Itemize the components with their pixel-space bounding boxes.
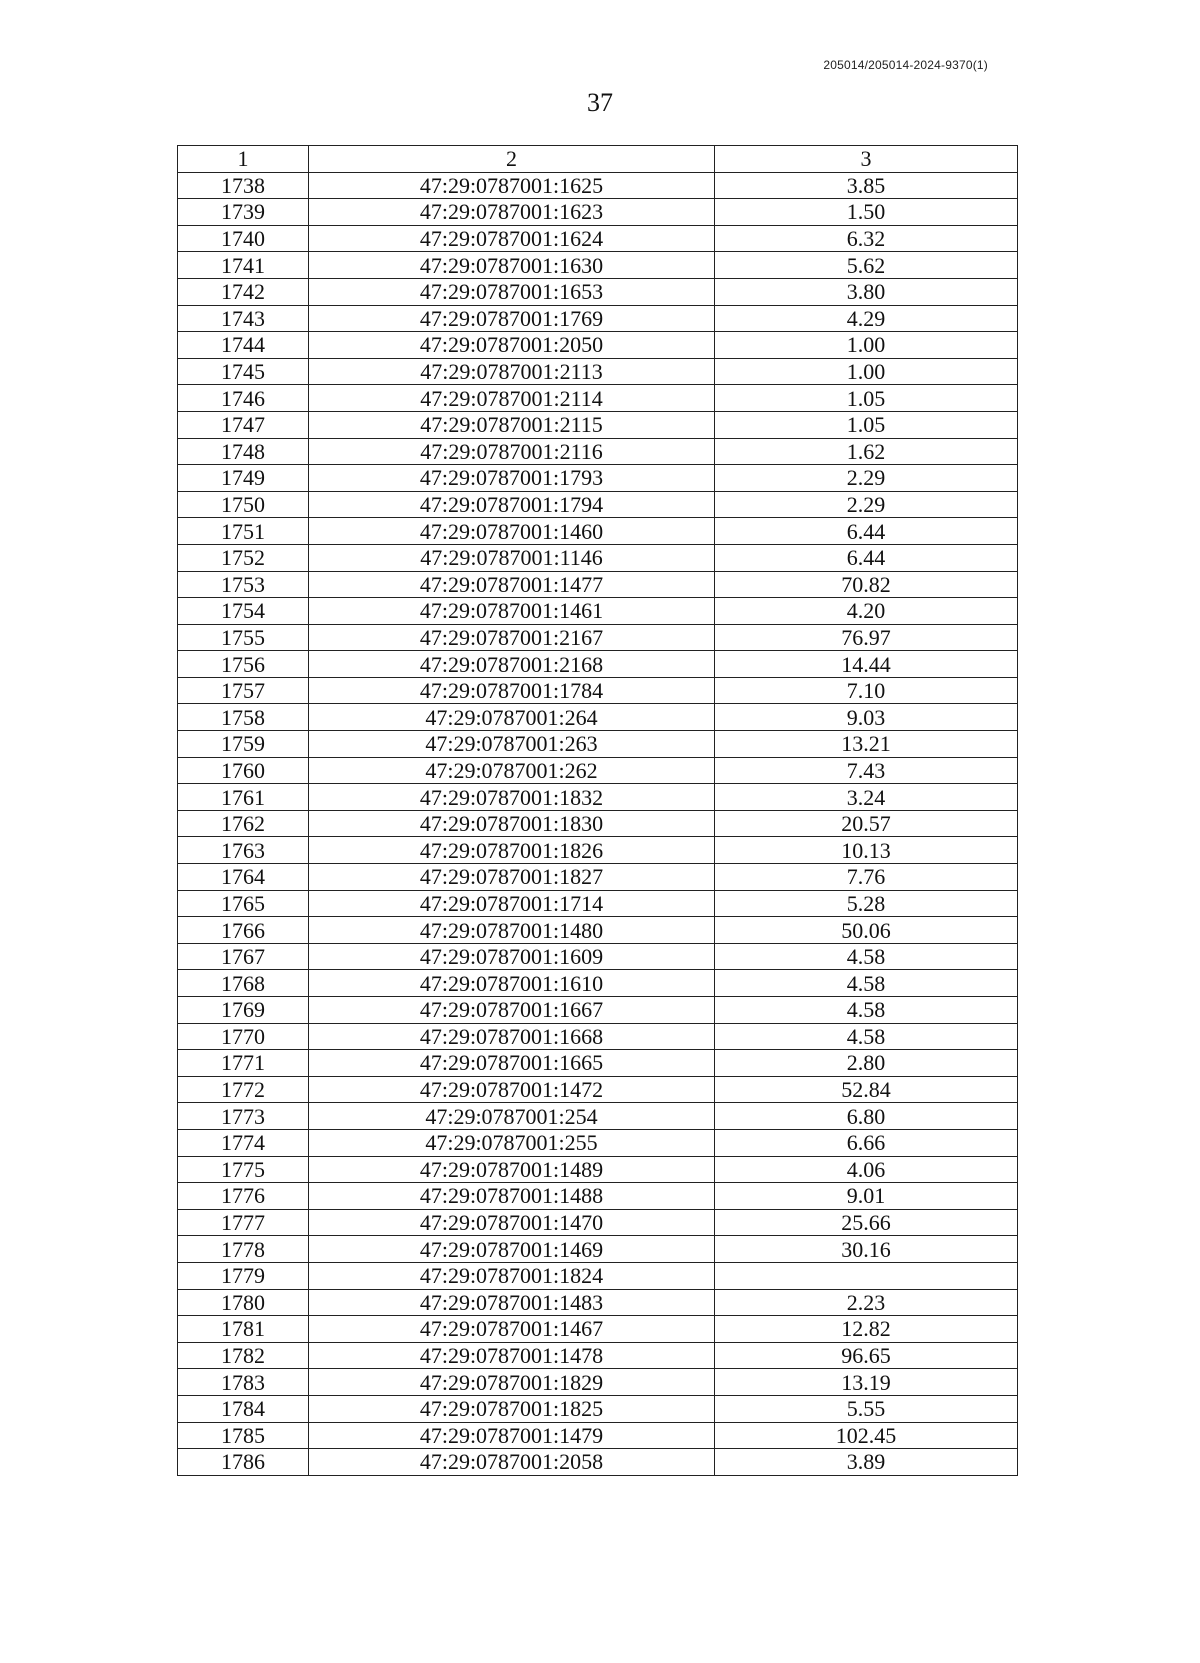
cadastral-number-cell: 47:29:0787001:263	[309, 731, 715, 758]
row-number-cell: 1780	[178, 1289, 309, 1316]
row-number-cell: 1771	[178, 1050, 309, 1077]
cadastral-number-cell: 47:29:0787001:1826	[309, 837, 715, 864]
cadastral-number-cell: 47:29:0787001:2116	[309, 438, 715, 465]
value-cell: 2.23	[715, 1289, 1018, 1316]
cadastral-number-cell: 47:29:0787001:1483	[309, 1289, 715, 1316]
value-cell: 96.65	[715, 1342, 1018, 1369]
table-row	[178, 225, 1018, 252]
row-number-cell: 1779	[178, 1262, 309, 1289]
value-cell: 4.29	[715, 305, 1018, 332]
cadastral-number-cell: 47:29:0787001:1477	[309, 571, 715, 598]
value-cell: 9.03	[715, 704, 1018, 731]
row-number-cell: 1744	[178, 332, 309, 359]
row-number-cell: 1776	[178, 1183, 309, 1210]
table-row	[178, 1156, 1018, 1183]
cadastral-number-cell: 47:29:0787001:1480	[309, 917, 715, 944]
column-header-3: 3	[715, 146, 1018, 173]
table-row	[178, 1023, 1018, 1050]
value-cell: 10.13	[715, 837, 1018, 864]
cadastral-number-cell: 47:29:0787001:1825	[309, 1395, 715, 1422]
column-header-2: 2	[309, 146, 715, 173]
table-row	[178, 1050, 1018, 1077]
row-number-cell: 1749	[178, 465, 309, 492]
value-cell: 4.20	[715, 598, 1018, 625]
row-number-cell: 1738	[178, 172, 309, 199]
cadastral-number-cell: 47:29:0787001:1665	[309, 1050, 715, 1077]
value-cell: 3.24	[715, 784, 1018, 811]
row-number-cell: 1782	[178, 1342, 309, 1369]
cadastral-number-cell: 47:29:0787001:1478	[309, 1342, 715, 1369]
table-row	[178, 917, 1018, 944]
value-cell: 6.66	[715, 1129, 1018, 1156]
cadastral-number-cell: 47:29:0787001:1832	[309, 784, 715, 811]
value-cell: 1.05	[715, 411, 1018, 438]
cadastral-number-cell: 47:29:0787001:1824	[309, 1262, 715, 1289]
row-number-cell: 1778	[178, 1236, 309, 1263]
cadastral-number-cell: 47:29:0787001:1793	[309, 465, 715, 492]
value-cell: 4.58	[715, 997, 1018, 1024]
table-header	[178, 146, 1018, 173]
row-number-cell: 1742	[178, 278, 309, 305]
table-row	[178, 1316, 1018, 1343]
value-cell: 12.82	[715, 1316, 1018, 1343]
table-row	[178, 544, 1018, 571]
row-number-cell: 1777	[178, 1209, 309, 1236]
value-cell: 9.01	[715, 1183, 1018, 1210]
value-cell: 25.66	[715, 1209, 1018, 1236]
cadastral-number-cell: 47:29:0787001:1714	[309, 890, 715, 917]
row-number-cell: 1769	[178, 997, 309, 1024]
value-cell: 4.06	[715, 1156, 1018, 1183]
row-number-cell: 1748	[178, 438, 309, 465]
table-row	[178, 491, 1018, 518]
table-row	[178, 1129, 1018, 1156]
value-cell: 1.00	[715, 358, 1018, 385]
value-cell: 5.55	[715, 1395, 1018, 1422]
row-number-cell: 1743	[178, 305, 309, 332]
table-row	[178, 784, 1018, 811]
row-number-cell: 1752	[178, 544, 309, 571]
cadastral-number-cell: 47:29:0787001:1479	[309, 1422, 715, 1449]
row-number-cell: 1758	[178, 704, 309, 731]
value-cell: 5.28	[715, 890, 1018, 917]
table-row	[178, 571, 1018, 598]
value-cell: 4.58	[715, 1023, 1018, 1050]
cadastral-number-cell: 47:29:0787001:2114	[309, 385, 715, 412]
value-cell: 4.58	[715, 970, 1018, 997]
value-cell: 50.06	[715, 917, 1018, 944]
cadastral-number-cell: 47:29:0787001:1461	[309, 598, 715, 625]
table-row	[178, 252, 1018, 279]
table-row	[178, 1103, 1018, 1130]
table-row	[178, 1342, 1018, 1369]
table-row	[178, 943, 1018, 970]
value-cell: 7.43	[715, 757, 1018, 784]
table-row	[178, 598, 1018, 625]
value-cell: 102.45	[715, 1422, 1018, 1449]
cadastral-number-cell: 47:29:0787001:1829	[309, 1369, 715, 1396]
cadastral-number-cell: 47:29:0787001:255	[309, 1129, 715, 1156]
table-row	[178, 199, 1018, 226]
cadastral-number-cell: 47:29:0787001:1668	[309, 1023, 715, 1050]
table-row	[178, 1422, 1018, 1449]
value-cell: 6.44	[715, 544, 1018, 571]
value-cell: 1.00	[715, 332, 1018, 359]
table-row	[178, 864, 1018, 891]
row-number-cell: 1768	[178, 970, 309, 997]
row-number-cell: 1781	[178, 1316, 309, 1343]
row-number-cell: 1773	[178, 1103, 309, 1130]
cadastral-number-cell: 47:29:0787001:2058	[309, 1449, 715, 1476]
row-number-cell: 1765	[178, 890, 309, 917]
cadastral-number-cell: 47:29:0787001:1472	[309, 1076, 715, 1103]
row-number-cell: 1756	[178, 651, 309, 678]
cadastral-number-cell: 47:29:0787001:1625	[309, 172, 715, 199]
table-row	[178, 1369, 1018, 1396]
value-cell: 1.62	[715, 438, 1018, 465]
table-row	[178, 997, 1018, 1024]
row-number-cell: 1785	[178, 1422, 309, 1449]
cadastral-number-cell: 47:29:0787001:262	[309, 757, 715, 784]
value-cell: 70.82	[715, 571, 1018, 598]
row-number-cell: 1754	[178, 598, 309, 625]
data-table-container	[177, 145, 1017, 1476]
value-cell: 2.29	[715, 465, 1018, 492]
table-row	[178, 1449, 1018, 1476]
row-number-cell: 1770	[178, 1023, 309, 1050]
table-row	[178, 465, 1018, 492]
table-row	[178, 1262, 1018, 1289]
value-cell: 6.80	[715, 1103, 1018, 1130]
cadastral-number-cell: 47:29:0787001:1830	[309, 810, 715, 837]
row-number-cell: 1755	[178, 624, 309, 651]
row-number-cell: 1764	[178, 864, 309, 891]
table-row	[178, 731, 1018, 758]
row-number-cell: 1759	[178, 731, 309, 758]
table-row	[178, 1236, 1018, 1263]
table-row	[178, 837, 1018, 864]
cadastral-number-cell: 47:29:0787001:1470	[309, 1209, 715, 1236]
table-row	[178, 810, 1018, 837]
row-number-cell: 1762	[178, 810, 309, 837]
table-row	[178, 1289, 1018, 1316]
table-body	[178, 172, 1018, 1475]
cadastral-number-cell: 47:29:0787001:1146	[309, 544, 715, 571]
cadastral-number-cell: 47:29:0787001:1794	[309, 491, 715, 518]
value-cell: 52.84	[715, 1076, 1018, 1103]
cadastral-number-cell: 47:29:0787001:1827	[309, 864, 715, 891]
table-row	[178, 278, 1018, 305]
row-number-cell: 1775	[178, 1156, 309, 1183]
value-cell: 13.21	[715, 731, 1018, 758]
value-cell: 2.80	[715, 1050, 1018, 1077]
cadastral-number-cell: 47:29:0787001:1610	[309, 970, 715, 997]
cadastral-number-cell: 47:29:0787001:1489	[309, 1156, 715, 1183]
table-row	[178, 704, 1018, 731]
table-row	[178, 1209, 1018, 1236]
value-cell: 14.44	[715, 651, 1018, 678]
cadastral-number-cell: 47:29:0787001:2167	[309, 624, 715, 651]
row-number-cell: 1783	[178, 1369, 309, 1396]
row-number-cell: 1757	[178, 677, 309, 704]
cadastral-number-cell: 47:29:0787001:1460	[309, 518, 715, 545]
table-row	[178, 518, 1018, 545]
row-number-cell: 1753	[178, 571, 309, 598]
value-cell: 76.97	[715, 624, 1018, 651]
cadastral-number-cell: 47:29:0787001:1784	[309, 677, 715, 704]
table-row	[178, 624, 1018, 651]
table-row	[178, 411, 1018, 438]
row-number-cell: 1746	[178, 385, 309, 412]
row-number-cell: 1760	[178, 757, 309, 784]
header-row	[178, 146, 1018, 173]
data-table	[177, 145, 1018, 1476]
value-cell: 1.50	[715, 199, 1018, 226]
column-header-1: 1	[178, 146, 309, 173]
value-cell: 3.80	[715, 278, 1018, 305]
value-cell: 3.85	[715, 172, 1018, 199]
row-number-cell: 1766	[178, 917, 309, 944]
row-number-cell: 1747	[178, 411, 309, 438]
table-row	[178, 358, 1018, 385]
row-number-cell: 1745	[178, 358, 309, 385]
value-cell: 3.89	[715, 1449, 1018, 1476]
row-number-cell: 1772	[178, 1076, 309, 1103]
cadastral-number-cell: 47:29:0787001:1667	[309, 997, 715, 1024]
value-cell: 6.32	[715, 225, 1018, 252]
cadastral-number-cell: 47:29:0787001:1624	[309, 225, 715, 252]
table-row	[178, 1076, 1018, 1103]
table-row	[178, 757, 1018, 784]
cadastral-number-cell: 47:29:0787001:254	[309, 1103, 715, 1130]
table-row	[178, 651, 1018, 678]
cadastral-number-cell: 47:29:0787001:2115	[309, 411, 715, 438]
value-cell: 5.62	[715, 252, 1018, 279]
document-id: 205014/205014-2024-9370(1)	[823, 58, 988, 72]
row-number-cell: 1761	[178, 784, 309, 811]
row-number-cell: 1763	[178, 837, 309, 864]
value-cell: 4.58	[715, 943, 1018, 970]
cadastral-number-cell: 47:29:0787001:1653	[309, 278, 715, 305]
cadastral-number-cell: 47:29:0787001:1609	[309, 943, 715, 970]
table-row	[178, 385, 1018, 412]
row-number-cell: 1784	[178, 1395, 309, 1422]
page-number: 37	[587, 88, 613, 117]
row-number-cell: 1750	[178, 491, 309, 518]
row-number-cell: 1740	[178, 225, 309, 252]
cadastral-number-cell: 47:29:0787001:1623	[309, 199, 715, 226]
cadastral-number-cell: 47:29:0787001:2050	[309, 332, 715, 359]
row-number-cell: 1739	[178, 199, 309, 226]
value-cell: 7.76	[715, 864, 1018, 891]
cadastral-number-cell: 47:29:0787001:1769	[309, 305, 715, 332]
value-cell: 7.10	[715, 677, 1018, 704]
cadastral-number-cell: 47:29:0787001:1630	[309, 252, 715, 279]
row-number-cell: 1774	[178, 1129, 309, 1156]
cadastral-number-cell: 47:29:0787001:264	[309, 704, 715, 731]
cadastral-number-cell: 47:29:0787001:2168	[309, 651, 715, 678]
cadastral-number-cell: 47:29:0787001:1467	[309, 1316, 715, 1343]
value-cell: 20.57	[715, 810, 1018, 837]
row-number-cell: 1767	[178, 943, 309, 970]
value-cell: 2.29	[715, 491, 1018, 518]
table-row	[178, 677, 1018, 704]
table-row	[178, 1395, 1018, 1422]
table-row	[178, 970, 1018, 997]
table-row	[178, 890, 1018, 917]
table-row	[178, 172, 1018, 199]
value-cell: 6.44	[715, 518, 1018, 545]
table-row	[178, 332, 1018, 359]
value-cell: 30.16	[715, 1236, 1018, 1263]
row-number-cell: 1786	[178, 1449, 309, 1476]
table-row	[178, 305, 1018, 332]
cadastral-number-cell: 47:29:0787001:1488	[309, 1183, 715, 1210]
table-row	[178, 1183, 1018, 1210]
table-row	[178, 438, 1018, 465]
row-number-cell: 1741	[178, 252, 309, 279]
value-cell: 13.19	[715, 1369, 1018, 1396]
value-cell: 1.05	[715, 385, 1018, 412]
row-number-cell: 1751	[178, 518, 309, 545]
cadastral-number-cell: 47:29:0787001:2113	[309, 358, 715, 385]
cadastral-number-cell: 47:29:0787001:1469	[309, 1236, 715, 1263]
value-cell	[715, 1262, 1018, 1289]
